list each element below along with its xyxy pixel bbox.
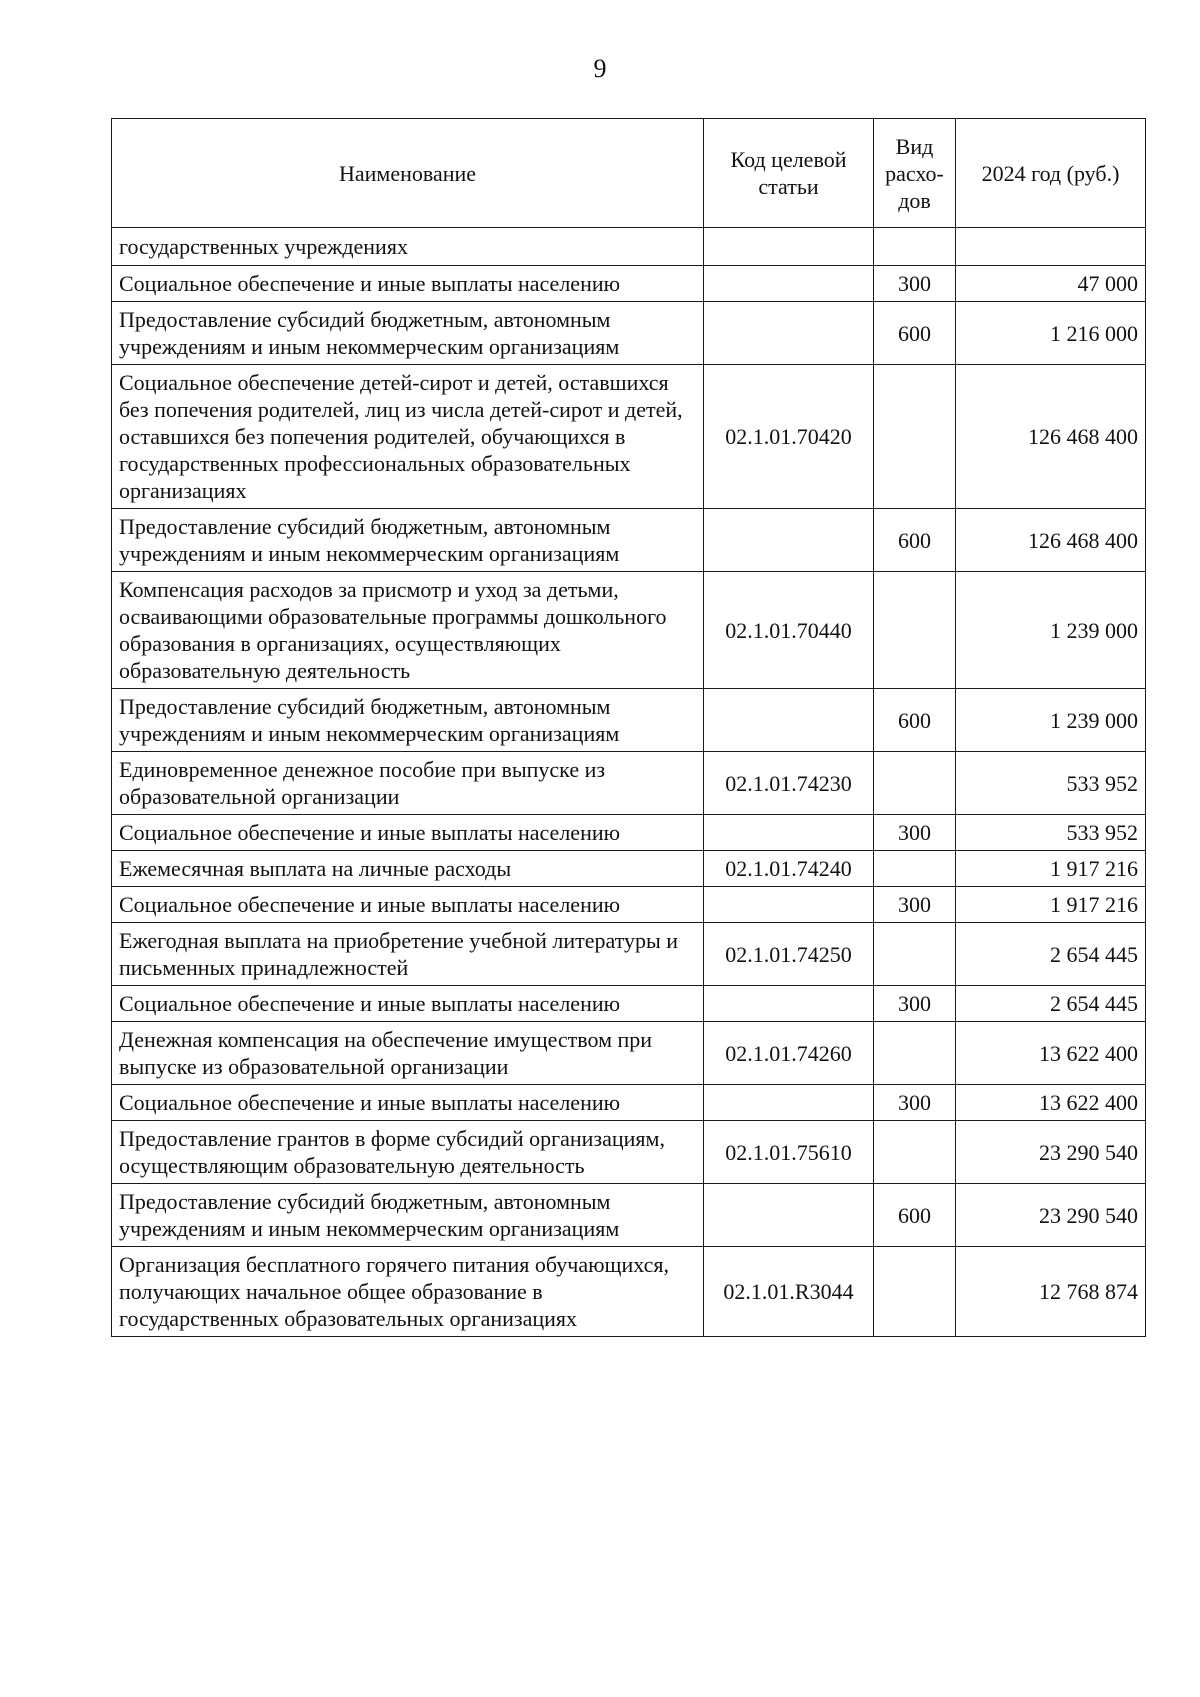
cell-code (704, 986, 874, 1022)
header-code: Код целевой статьи (704, 119, 874, 228)
cell-expense-type: 300 (874, 1085, 956, 1121)
cell-name: Организация бесплатного горячего питания обучающихся, получающих начальное общее образование в государственных образовательных организациях (112, 1247, 704, 1337)
table-row (112, 887, 1146, 923)
cell-code: 02.1.01.74260 (704, 1022, 874, 1085)
cell-expense-type: 600 (874, 302, 956, 365)
cell-expense-type (874, 752, 956, 815)
cell-code: 02.1.01.R3044 (704, 1247, 874, 1337)
cell-amount: 1 239 000 (956, 689, 1146, 752)
cell-name: Компенсация расходов за присмотр и уход за детьми, осваивающими образовательные программы дошкольного образования в организациях, осуществляющих образовательную деятельность (112, 572, 704, 689)
cell-amount: 2 654 445 (956, 986, 1146, 1022)
cell-code (704, 1085, 874, 1121)
table-row (112, 1184, 1146, 1247)
table-row (112, 923, 1146, 986)
table-row (112, 1085, 1146, 1121)
cell-amount (956, 228, 1146, 266)
table-header-row (112, 119, 1146, 228)
cell-code (704, 1184, 874, 1247)
cell-amount: 47 000 (956, 266, 1146, 302)
cell-name: Предоставление грантов в форме субсидий организациям, осуществляющим образовательную деятельность (112, 1121, 704, 1184)
cell-name: Ежемесячная выплата на личные расходы (112, 851, 704, 887)
cell-code (704, 887, 874, 923)
cell-amount: 23 290 540 (956, 1121, 1146, 1184)
cell-name: Социальное обеспечение и иные выплаты населению (112, 1085, 704, 1121)
page-number: 9 (593, 54, 607, 83)
cell-expense-type: 300 (874, 266, 956, 302)
table-row (112, 509, 1146, 572)
cell-expense-type: 600 (874, 1184, 956, 1247)
cell-name: Социальное обеспечение детей-сирот и детей, оставшихся без попечения родителей, лиц из числа детей-сирот и детей, оставшихся без попечения родителей, обучающихся в государственных профессиональных образовательных организациях (112, 365, 704, 509)
cell-expense-type (874, 572, 956, 689)
cell-name: Единовременное денежное пособие при выпуске из образовательной организации (112, 752, 704, 815)
cell-name: государственных учреждениях (112, 228, 704, 266)
cell-expense-type (874, 851, 956, 887)
cell-amount: 1 239 000 (956, 572, 1146, 689)
cell-code: 02.1.01.74250 (704, 923, 874, 986)
cell-code (704, 509, 874, 572)
cell-amount: 1 917 216 (956, 851, 1146, 887)
cell-code: 02.1.01.70420 (704, 365, 874, 509)
cell-code (704, 689, 874, 752)
table-row (112, 572, 1146, 689)
cell-expense-type (874, 1022, 956, 1085)
cell-expense-type: 300 (874, 815, 956, 851)
table-row (112, 1121, 1146, 1184)
table-row (112, 815, 1146, 851)
cell-name: Предоставление субсидий бюджетным, автономным учреждениям и иным некоммерческим организациям (112, 302, 704, 365)
cell-code: 02.1.01.74230 (704, 752, 874, 815)
table-row (112, 986, 1146, 1022)
cell-expense-type (874, 923, 956, 986)
cell-code (704, 266, 874, 302)
cell-name: Социальное обеспечение и иные выплаты населению (112, 266, 704, 302)
table-row (112, 1022, 1146, 1085)
cell-expense-type (874, 228, 956, 266)
cell-name: Денежная компенсация на обеспечение имуществом при выпуске из образовательной организации (112, 1022, 704, 1085)
cell-code: 02.1.01.70440 (704, 572, 874, 689)
cell-code (704, 815, 874, 851)
cell-amount: 533 952 (956, 815, 1146, 851)
cell-expense-type: 600 (874, 509, 956, 572)
cell-amount: 1 917 216 (956, 887, 1146, 923)
header-type: Вид расхо-дов (874, 119, 956, 228)
header-name: Наименование (112, 119, 704, 228)
cell-amount: 12 768 874 (956, 1247, 1146, 1337)
table-row (112, 266, 1146, 302)
cell-code (704, 228, 874, 266)
cell-name: Предоставление субсидий бюджетным, автономным учреждениям и иным некоммерческим организациям (112, 689, 704, 752)
cell-expense-type (874, 1121, 956, 1184)
cell-amount: 23 290 540 (956, 1184, 1146, 1247)
cell-amount: 1 216 000 (956, 302, 1146, 365)
cell-name: Предоставление субсидий бюджетным, автономным учреждениям и иным некоммерческим организациям (112, 509, 704, 572)
cell-name: Социальное обеспечение и иные выплаты населению (112, 986, 704, 1022)
cell-name: Социальное обеспечение и иные выплаты населению (112, 887, 704, 923)
cell-name: Ежегодная выплата на приобретение учебной литературы и письменных принадлежностей (112, 923, 704, 986)
cell-name: Предоставление субсидий бюджетным, автономным учреждениям и иным некоммерческим организациям (112, 1184, 704, 1247)
cell-amount: 2 654 445 (956, 923, 1146, 986)
cell-expense-type (874, 365, 956, 509)
cell-code: 02.1.01.75610 (704, 1121, 874, 1184)
cell-amount: 13 622 400 (956, 1022, 1146, 1085)
budget-table (111, 118, 1146, 1337)
table-row (112, 851, 1146, 887)
table-row (112, 302, 1146, 365)
cell-name: Социальное обеспечение и иные выплаты населению (112, 815, 704, 851)
table-row (112, 365, 1146, 509)
cell-expense-type: 300 (874, 887, 956, 923)
cell-amount: 13 622 400 (956, 1085, 1146, 1121)
cell-code: 02.1.01.74240 (704, 851, 874, 887)
table-row (112, 1247, 1146, 1337)
cell-code (704, 302, 874, 365)
table-row (112, 752, 1146, 815)
table-row (112, 689, 1146, 752)
cell-expense-type: 300 (874, 986, 956, 1022)
cell-expense-type: 600 (874, 689, 956, 752)
header-amount: 2024 год (руб.) (956, 119, 1146, 228)
cell-amount: 126 468 400 (956, 365, 1146, 509)
cell-amount: 126 468 400 (956, 509, 1146, 572)
cell-amount: 533 952 (956, 752, 1146, 815)
table-body (112, 228, 1146, 1337)
cell-expense-type (874, 1247, 956, 1337)
table-row (112, 228, 1146, 266)
